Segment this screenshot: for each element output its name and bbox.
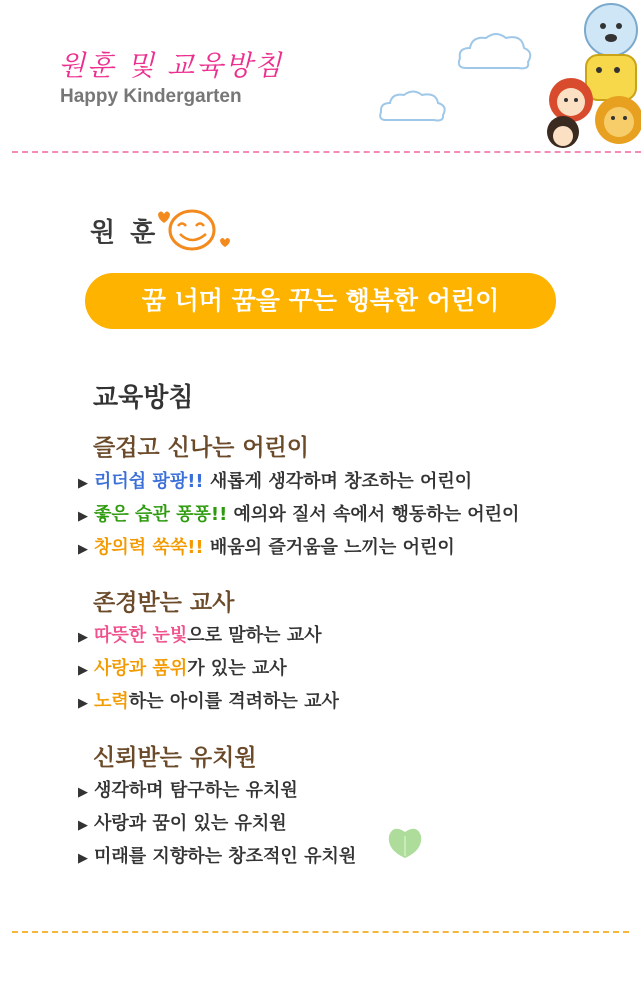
page-subtitle: Happy Kindergarten [60, 86, 242, 107]
motto-banner: 꿈 너머 꿈을 꾸는 행복한 어린이 [85, 273, 556, 329]
triangle-bullet-icon: ▶ [78, 630, 88, 645]
list-item [78, 621, 321, 647]
item-text: 예의와 질서 속에서 행동하는 어린이 [227, 504, 520, 525]
group-title-kindergarten: 신뢰받는 유치원 [93, 745, 257, 771]
triangle-bullet-icon: ▶ [78, 509, 88, 524]
item-text: 하는 아이를 격려하는 교사 [128, 691, 339, 712]
triangle-bullet-icon: ▶ [78, 663, 88, 678]
list-item [78, 533, 455, 559]
cloud-icon [456, 30, 534, 74]
group-title-children: 즐겁고 신나는 어린이 [93, 435, 309, 461]
item-highlight: 좋은 습관 퐁퐁!! [94, 504, 228, 525]
list-item [78, 500, 519, 526]
footer-divider [12, 931, 629, 933]
triangle-bullet-icon: ▶ [78, 542, 88, 557]
smiley-face-icon [156, 204, 236, 252]
item-highlight: 따뜻한 눈빛 [94, 625, 188, 646]
list-item [78, 654, 287, 680]
item-text: 배움의 즐거움을 느끼는 어린이 [203, 537, 455, 558]
item-text: 사랑과 꿈이 있는 유치원 [94, 813, 287, 834]
page-header [0, 0, 641, 155]
triangle-bullet-icon: ▶ [78, 476, 88, 491]
item-text: 가 있는 교사 [187, 658, 287, 679]
policy-heading: 교육방침 [93, 383, 194, 413]
list-item [78, 809, 287, 835]
list-item [78, 776, 298, 802]
triangle-bullet-icon: ▶ [78, 818, 88, 833]
page-title: 원훈 및 교육방침 [58, 49, 284, 82]
list-item [78, 467, 472, 493]
list-item [78, 842, 356, 868]
wonhun-heading: 원 훈 [90, 218, 159, 248]
triangle-bullet-icon: ▶ [78, 785, 88, 800]
group-title-teachers: 존경받는 교사 [93, 590, 235, 616]
item-text: 새롭게 생각하며 창조하는 어린이 [203, 471, 473, 492]
triangle-bullet-icon: ▶ [78, 851, 88, 866]
triangle-bullet-icon: ▶ [78, 696, 88, 711]
green-leaf-icon [385, 822, 425, 862]
item-text: 으로 말하는 교사 [187, 625, 322, 646]
item-highlight: 노력 [94, 691, 129, 712]
item-highlight: 창의력 쑥쑥!! [94, 537, 204, 558]
item-text: 생각하며 탐구하는 유치원 [94, 780, 298, 801]
cloud-icon [378, 88, 448, 126]
list-item [78, 687, 339, 713]
item-highlight: 리더쉽 팡팡!! [94, 471, 204, 492]
item-highlight: 사랑과 품위 [94, 658, 188, 679]
item-text: 미래를 지향하는 창조적인 유치원 [94, 846, 357, 867]
animal-characters-illustration [541, 0, 641, 150]
header-divider [12, 151, 641, 153]
